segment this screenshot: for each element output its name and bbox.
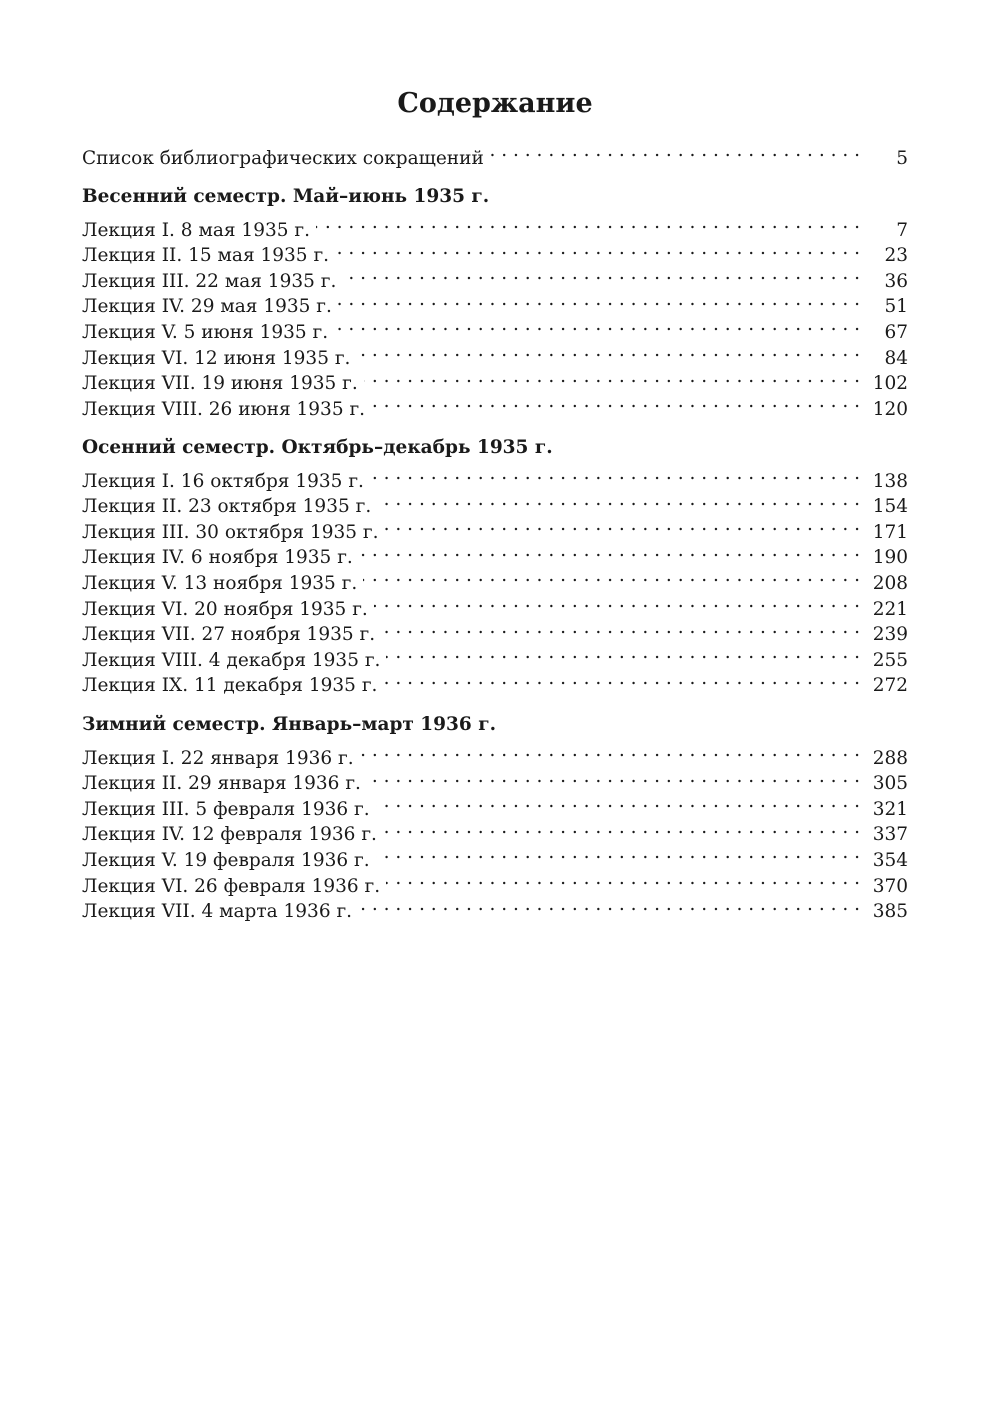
toc-entry-label: Лекция VII. 19 июня 1935 г. (82, 373, 358, 395)
toc-entry-page: 84 (884, 347, 908, 369)
toc-entry[interactable] (82, 640, 908, 671)
toc-entry-label: Лекция II. 15 мая 1935 г. (82, 245, 330, 267)
toc-entry-label: Лекция VII. 4 марта 1936 г. (82, 901, 353, 923)
toc-entry-page: 370 (872, 875, 908, 897)
toc-entry[interactable] (82, 312, 908, 343)
toc-entry[interactable] (82, 892, 908, 923)
toc-entry-page: 7 (896, 219, 908, 241)
toc-entry-label: Лекция III. 22 мая 1935 г. (82, 270, 337, 292)
dot-leader (358, 892, 860, 918)
dot-leader (381, 615, 860, 641)
toc-entry[interactable] (82, 287, 908, 318)
toc-entry[interactable] (82, 738, 908, 769)
toc-entry-page: 239 (872, 624, 908, 646)
dot-leader (342, 261, 860, 287)
toc-entry-page: 272 (872, 675, 908, 697)
toc-entry[interactable] (82, 461, 908, 492)
dot-leader (363, 563, 860, 589)
toc-entry-page: 337 (872, 824, 908, 846)
dot-leader (490, 138, 860, 164)
toc-entry-label: Лекция VI. 12 июня 1935 г. (82, 347, 351, 369)
toc-entry-page: 120 (872, 398, 908, 420)
toc-entry-page: 154 (872, 496, 908, 518)
toc-entry-page: 138 (872, 470, 908, 492)
toc-entry[interactable] (82, 364, 908, 395)
toc-entry[interactable] (82, 338, 908, 369)
dot-leader (364, 364, 860, 390)
toc-entry[interactable] (82, 764, 908, 795)
dot-leader (377, 487, 860, 513)
dot-leader (383, 815, 860, 841)
toc-entry[interactable] (82, 666, 908, 697)
dot-leader (385, 512, 860, 538)
toc-entry-label: Лекция III. 30 октября 1935 г. (82, 521, 379, 543)
section-heading-winter: Зимний семестр. Январь–март 1936 г. (82, 714, 497, 735)
toc-entry-page: 305 (872, 773, 908, 795)
toc-entry[interactable] (82, 563, 908, 594)
toc-entry-page: 23 (884, 245, 908, 267)
toc-entry-label: Лекция VI. 26 февраля 1936 г. (82, 875, 381, 897)
toc-entry-label: Лекция IX. 11 декабря 1935 г. (82, 675, 378, 697)
dot-leader (376, 789, 860, 815)
toc-entry-page: 171 (872, 521, 908, 543)
toc-entry-label: Список библиографических сокращений (82, 147, 484, 169)
dot-leader (316, 210, 860, 236)
toc-entry-label: Лекция I. 8 мая 1935 г. (82, 219, 310, 241)
toc-entry-label: Лекция I. 22 января 1936 г. (82, 747, 354, 769)
toc-entry-page: 321 (872, 798, 908, 820)
toc-entry-page: 221 (872, 598, 908, 620)
toc-entry-label: Лекция IV. 6 ноября 1935 г. (82, 547, 353, 569)
toc-entry[interactable] (82, 261, 908, 292)
toc-entry-label: Лекция VIII. 4 декабря 1935 г. (82, 649, 381, 671)
dot-leader (370, 461, 860, 487)
toc-entry-page: 67 (884, 321, 908, 343)
dot-leader (374, 589, 860, 615)
toc-entry-page: 288 (872, 747, 908, 769)
toc-entry-label: Лекция III. 5 февраля 1936 г. (82, 798, 370, 820)
toc-entry-label: Лекция V. 13 ноября 1935 г. (82, 572, 358, 594)
toc-entry-label: Лекция VII. 27 ноября 1935 г. (82, 624, 376, 646)
toc-entry[interactable] (82, 210, 908, 241)
toc-entry[interactable] (82, 866, 908, 897)
toc-entry[interactable] (82, 512, 908, 543)
dot-leader (376, 840, 860, 866)
toc-entry-label: Лекция VIII. 26 июня 1935 г. (82, 398, 366, 420)
toc-entry-page: 51 (884, 296, 908, 318)
toc-entry[interactable] (82, 487, 908, 518)
toc-entry[interactable] (82, 236, 908, 267)
dot-leader (338, 287, 860, 313)
toc-entry-page: 5 (896, 147, 908, 169)
dot-leader (371, 389, 860, 415)
dot-leader (386, 640, 860, 666)
toc-entry[interactable] (82, 615, 908, 646)
toc-entry-label: Лекция VI. 20 ноября 1935 г. (82, 598, 368, 620)
dot-leader (360, 738, 860, 764)
dot-leader (367, 764, 860, 790)
toc-entry[interactable] (82, 840, 908, 871)
toc-entry-label: Лекция II. 23 октября 1935 г. (82, 496, 372, 518)
toc-entry[interactable] (82, 389, 908, 420)
toc-entry-label: Лекция IV. 12 февраля 1936 г. (82, 824, 377, 846)
dot-leader (383, 666, 860, 692)
toc-entry-page: 190 (872, 547, 908, 569)
toc-entry-page: 255 (872, 649, 908, 671)
toc-entry-label: Лекция II. 29 января 1936 г. (82, 773, 361, 795)
toc-entry-page: 354 (872, 849, 908, 871)
toc-entry-abbreviations[interactable] (82, 138, 908, 169)
dot-leader (359, 538, 860, 564)
toc-entry[interactable] (82, 589, 908, 620)
toc-entry[interactable] (82, 538, 908, 569)
toc-entry-page: 208 (872, 572, 908, 594)
section-heading-spring: Весенний семестр. Май–июнь 1935 г. (82, 186, 490, 207)
toc-entry-page: 102 (872, 373, 908, 395)
page-title: Содержание (397, 88, 593, 119)
section-heading-autumn: Осенний семестр. Октябрь–декабрь 1935 г. (82, 437, 553, 458)
dot-leader (356, 338, 860, 364)
toc-entry-page: 36 (884, 270, 908, 292)
toc-entry-page: 385 (872, 901, 908, 923)
toc-entry-label: Лекция V. 19 февраля 1936 г. (82, 849, 370, 871)
dot-leader (386, 866, 860, 892)
dot-leader (334, 312, 860, 338)
toc-entry[interactable] (82, 789, 908, 820)
toc-entry[interactable] (82, 815, 908, 846)
toc-entry-label: Лекция V. 5 июня 1935 г. (82, 321, 329, 343)
dot-leader (335, 236, 860, 262)
toc-entry-label: Лекция IV. 29 мая 1935 г. (82, 296, 332, 318)
toc-entry-label: Лекция I. 16 октября 1935 г. (82, 470, 364, 492)
